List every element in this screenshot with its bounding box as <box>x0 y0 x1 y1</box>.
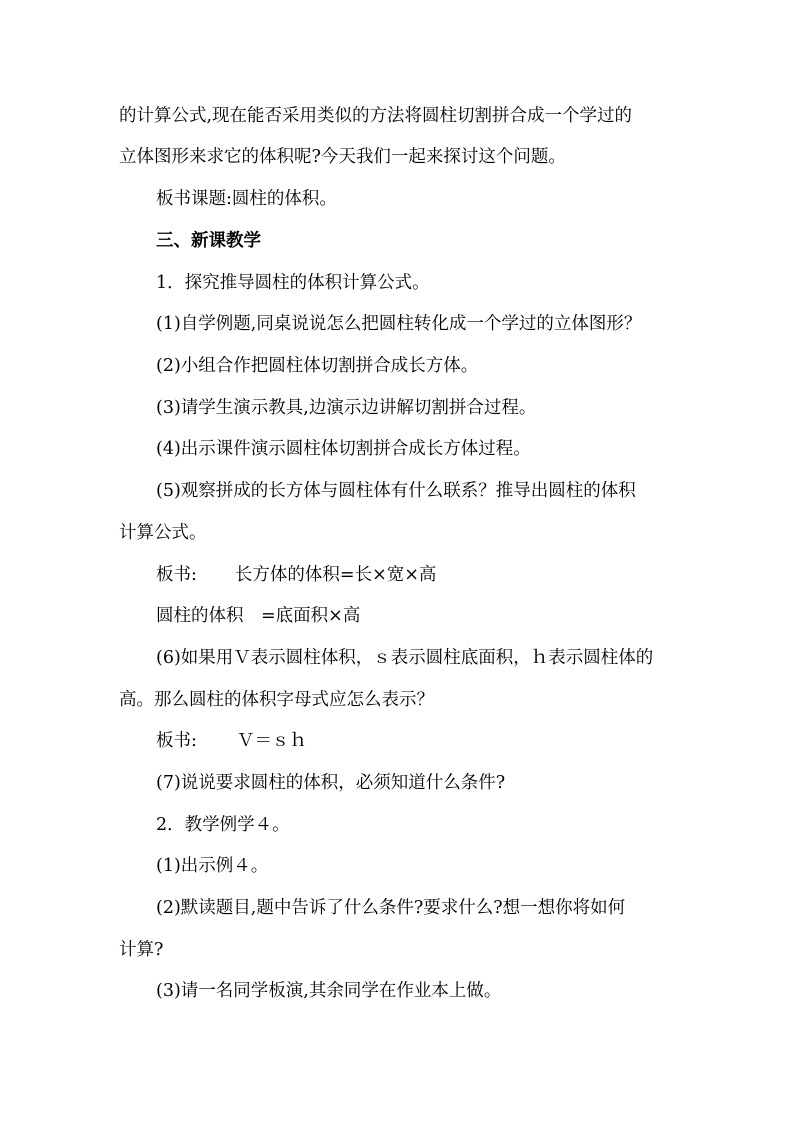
formula-text: 长方体的体积=长×宽×高 <box>234 565 437 585</box>
paragraph-line: (7)说说要求圆柱的体积，必须知道什么条件? <box>156 773 506 793</box>
paragraph-line: (1)出示例４。 <box>156 856 269 876</box>
formula-line: 圆柱的体积 =底面积×高 <box>156 606 361 626</box>
paragraph-line: (5)观察拼成的长方体与圆柱体有什么联系？推导出圆柱的体积 <box>156 481 636 501</box>
paragraph-line: 2．教学例学４。 <box>156 815 290 835</box>
paragraph-line: 高。那么圆柱的体积字母式应怎么表示？ <box>119 690 434 710</box>
formula-line <box>156 563 436 587</box>
paragraph-line: 板书课题:圆柱的体积。 <box>156 189 337 209</box>
paragraph-line: 立体图形来求它的体积呢?今天我们一起来探讨这个问题。 <box>119 147 566 167</box>
formula-text: Ｖ＝ｓｈ <box>236 731 307 751</box>
paragraph-line: (6)如果用Ｖ表示圆柱体积，ｓ表示圆柱底面积，ｈ表示圆柱体的 <box>156 648 654 668</box>
formula-label: 板书: <box>156 565 197 585</box>
paragraph-line: (1)自学例题,同桌说说怎么把圆柱转化成一个学过的立体图形？ <box>156 314 642 334</box>
section-heading: 三、新课教学 <box>156 231 261 251</box>
formula-label: 板书: <box>156 731 197 751</box>
paragraph-line: 计算公式。 <box>119 523 207 543</box>
paragraph-line: (3)请学生演示教具,边演示边讲解切割拼合过程。 <box>156 398 537 418</box>
paragraph-line: (4)出示课件演示圆柱体切割拼合成长方体过程。 <box>156 439 531 459</box>
paragraph-line: (3)请一名同学板演,其余同学在作业本上做。 <box>156 981 502 1001</box>
paragraph-line: 的计算公式,现在能否采用类似的方法将圆柱切割拼合成一个学过的 <box>119 106 633 126</box>
paragraph-line: 1．探究推导圆柱的体积计算公式。 <box>156 273 430 293</box>
paragraph-line: (2)默读题目,题中告诉了什么条件?要求什么?想一想你将如何 <box>156 898 626 918</box>
paragraph-line: 计算? <box>119 940 164 960</box>
formula-line <box>156 729 307 753</box>
paragraph-line: (2)小组合作把圆柱体切割拼合成长方体。 <box>156 356 479 376</box>
